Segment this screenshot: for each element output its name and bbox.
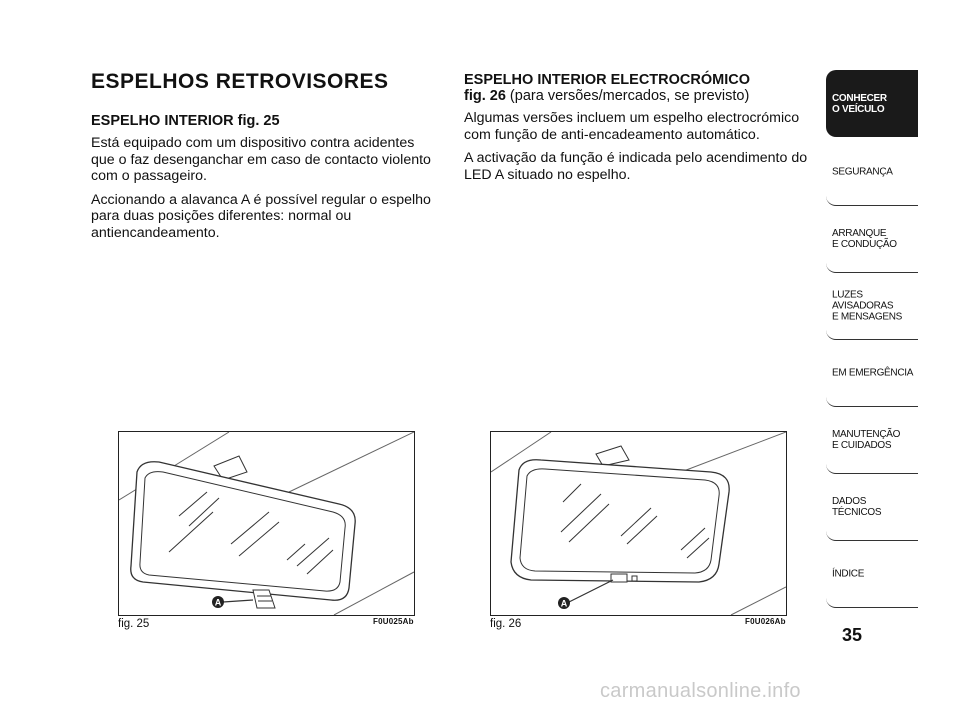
left-column — [91, 113, 436, 248]
tab-label: DADOS TÉCNICOS — [832, 496, 882, 518]
tab-label: SEGURANÇA — [832, 166, 893, 178]
tab-arranque-e-conducao[interactable] — [826, 206, 918, 273]
paragraph: Está equipado com um dispositivo contra acidentes que o faz desenganchar em caso de contacto violento com o passageiro. — [91, 135, 431, 184]
figure-26-caption: fig. 26 — [490, 618, 522, 630]
tab-dados-tecnicos[interactable] — [826, 474, 918, 541]
figure-25-code: F0U025Ab — [373, 617, 414, 626]
tab-luzes-avisadoras[interactable] — [826, 273, 918, 340]
watermark: carmanualsonline.info — [600, 680, 801, 702]
tab-manutencao[interactable] — [826, 407, 918, 474]
mirror-illustration — [119, 432, 414, 615]
right-column — [464, 72, 809, 190]
tab-label: EM EMERGÊNCIA — [832, 367, 914, 379]
tab-em-emergencia[interactable] — [826, 340, 918, 407]
heading-fig-ref: fig. 26 — [464, 88, 506, 104]
paragraph: Algumas versões incluem um espelho electrocrómico com função de anti-encadeamento automático. — [464, 110, 800, 143]
figure-26-code: F0U026Ab — [745, 617, 786, 626]
tab-label: CONHECER O VEÍCULO — [832, 92, 887, 115]
figure-26-illustration — [490, 431, 787, 616]
section-heading-interior-mirror: ESPELHO INTERIOR fig. 25 — [91, 113, 280, 129]
tab-label: MANUTENÇÃO E CUIDADOS — [832, 429, 901, 451]
heading-note: (para versões/mercados, se previsto) — [505, 88, 750, 104]
marker-a-label: A — [214, 597, 222, 608]
tab-label: LUZES AVISADORAS E MENSAGENS — [832, 289, 903, 323]
tab-seguranca[interactable] — [826, 139, 918, 206]
page-title: ESPELHOS RETROVISORES — [91, 70, 389, 93]
tab-label: ÍNDICE — [832, 568, 865, 580]
mirror-illustration — [491, 432, 786, 615]
tab-conhecer-o-veiculo[interactable] — [826, 70, 918, 137]
page-number: 35 — [842, 625, 863, 645]
heading-line: ESPELHO INTERIOR ELECTROCRÓMICO — [464, 72, 750, 88]
marker-a-label: A — [560, 598, 568, 609]
paragraph: A activação da função é indicada pelo acendimento do LED A situado no espelho. — [464, 150, 808, 183]
tab-label: ARRANQUE E CONDUÇÃO — [832, 228, 897, 250]
tab-indice[interactable] — [826, 541, 918, 608]
paragraph: Accionando a alavanca A é possível regular o espelho para duas posições diferentes: normal ou antiencandeamento. — [91, 191, 431, 241]
figure-25-illustration — [118, 431, 415, 616]
section-heading-electrochromic-mirror — [464, 72, 809, 104]
figure-25-caption: fig. 25 — [118, 618, 150, 630]
chapter-sidebar — [826, 70, 918, 608]
